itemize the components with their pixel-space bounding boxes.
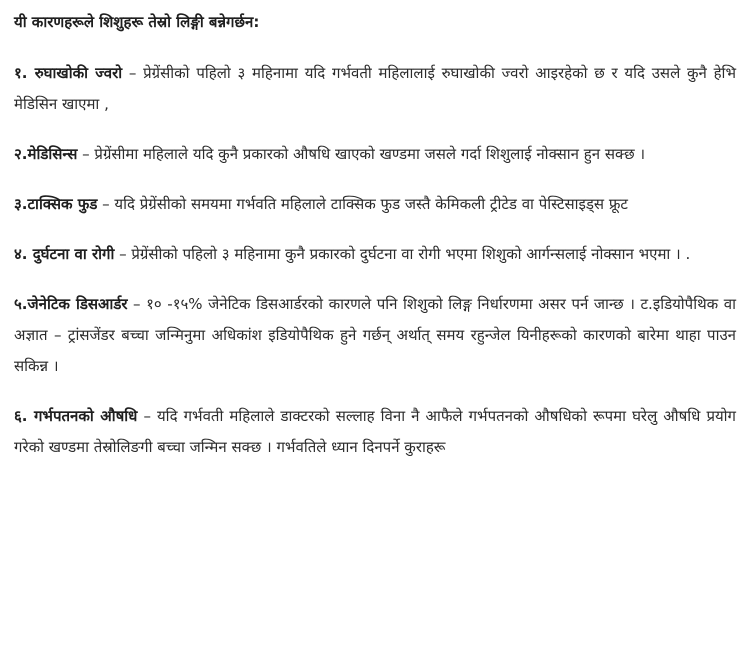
- cause-description: – यदि प्रेग्रेंसीको समयमा गर्भवति महिलाले टाक्सिक फुड जस्तै केमिकली ट्रीटेड वा पेस्टिसाइड्स फ्रूट: [97, 195, 628, 213]
- cause-description: – प्रेग्रेंसीमा महिलाले यदि कुनै प्रकारको औषधि खाएको खण्डमा जसले गर्दा शिशुलाई नोक्सान हुन सक्छ ।: [77, 145, 646, 163]
- cause-item-toxic-food: [14, 189, 736, 220]
- cause-description: – प्रेग्रेंसीको पहिलो ३ महिनामा कुनै प्रकारको दुर्घटना वा रोगी भएमा शिशुको आर्गन्सलाई नोक्सान भएमा । .: [114, 245, 691, 263]
- cause-item-genetic: [14, 289, 736, 382]
- document-body: [14, 10, 736, 482]
- cause-description: – यदि गर्भवती महिलाले डाक्टरको सल्लाह विना नै आफैले गर्भपतनको औषधिको रूपमा घरेलु औषधि प्रयोग गरेको खण्डमा तेस्रोलिङगी बच्चा जन्मिन सक्छ । गर्भवतिले ध्यान दिनपर्ने कुराहरू: [14, 407, 737, 456]
- cause-description: – १० -१५% जेनेटिक डिसआर्डरको कारणले पनि शिशुको लिङ्ग निर्धारणमा असर पर्न जान्छ । ट.इडियोपैथिक वा अज्ञात – ट्रांसजेंडर बच्चा जन्मिनुमा अधिकांश इडियोपैथिक हुने गर्छन् अर्थात् समय रहुन्जेल यिनीहरूको कारणको बारेमा थाहा पाउन सकिन्न ।: [14, 295, 736, 375]
- cause-term: २.मेडिसिन्स: [14, 145, 78, 163]
- cause-term: ५.जेनेटिक डिसआर्डर: [14, 295, 128, 313]
- cause-item-fever: [14, 58, 736, 120]
- cause-item-accident: [14, 239, 736, 270]
- cause-description: – प्रेग्रेंसीको पहिलो ३ महिनामा यदि गर्भवती महिलालाई रुघाखोकी ज्वरो आइरहेको छ र यदि उसले कुनै हेभि मेडिसिन खाएमा ,: [14, 64, 736, 113]
- cause-item-abortion-medicine: [14, 401, 736, 463]
- cause-term: ६. गर्भपतनको औषधि: [14, 407, 138, 425]
- cause-item-medicines: [14, 139, 736, 170]
- cause-term: ४. दुर्घटना वा रोगी: [14, 245, 115, 263]
- cause-term: १. रुघाखोकी ज्वरो: [14, 64, 123, 82]
- section-heading: यी कारणहरूले शिशुहरू तेस्रो लिङ्गी बन्नेगर्छन:: [14, 13, 260, 31]
- cause-term: ३.टाक्सिक फुड: [14, 195, 98, 213]
